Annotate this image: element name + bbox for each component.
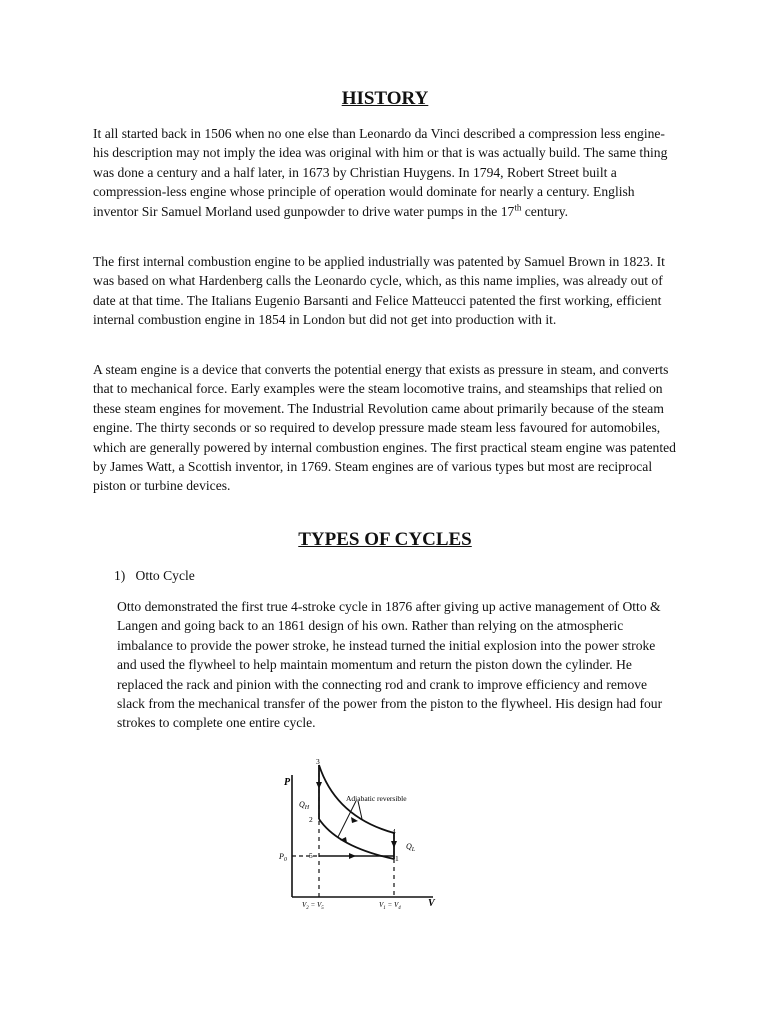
point-1-label: 1: [395, 854, 399, 863]
v2-label: $V_2 = V_5$: [302, 901, 324, 910]
point-2-label: 2: [309, 815, 313, 824]
v1-label: $V_1 = V_4$: [379, 901, 401, 910]
ordinal-suffix: th: [514, 202, 522, 213]
heat-out-arrow: [391, 841, 397, 848]
list-item-otto-cycle: 1) Otto Cycle: [114, 568, 195, 583]
history-paragraph-2: The first internal combustion engine to be applied industrially was patented by Samuel Brown in 1823. It was based on what Hardenberg calls the Leonardo cycle, which, as this name implies, was already out of date at that time. The Italians Eugenio Barsanti and Felice Matteucci patented the first working, efficient internal combustion engine in 1854 in London but did not get into production with it.: [93, 254, 665, 328]
otto-cycle-paragraph: Otto demonstrated the first true 4-stroke cycle in 1876 after giving up active management of Otto & Langen and going back to an 1861 design of his own. Rather than relying on the atmospheric imbalance to provide the power stroke, he instead turned the initial explosion into the power stroke and used the flywheel to help maintain momentum and return the piston down the cylinder. He replaced the rack and pinion with the connecting rod and crank to improve efficiency and remove slack from the mechanical transfer of the power from the piston to the flywheel. His design had four strokes to complete one entire cycle.: [117, 599, 663, 731]
history-heading: HISTORY: [341, 88, 429, 109]
history-paragraph-1-end: century.: [521, 203, 569, 219]
qh-label: $Q_H$: [299, 800, 310, 811]
annotation-pointer-2: [358, 801, 362, 819]
p-axis-label: P: [284, 777, 291, 788]
point-3-label: 3: [316, 757, 320, 766]
history-paragraph-1: [93, 124, 677, 221]
history-paragraph-1-text: It all started back in 1506 when no one else than Leonardo da Vinci described a compression less engine-his description may not imply the idea was original with him or that is was actually build. The same thing was done a century and a half later, in 1673 by Christian Huygens. In 1794, Robert Street built a compression-less engine whose principle of operation would dominate for nearly a century. English inventor Sir Samuel Morland used gunpowder to drive water pumps in the 17: [93, 126, 668, 219]
point-5-label: 5: [309, 851, 313, 860]
adiabatic-annotation: Adiabatic reversible: [346, 794, 407, 803]
ql-label: $Q_L$: [406, 842, 416, 853]
v-axis-label: V: [428, 898, 435, 909]
expansion-arrow: [351, 817, 358, 823]
types-heading: TYPES OF CYCLES: [298, 529, 472, 550]
heat-in-arrow: [316, 782, 322, 789]
otto-cycle-pv-diagram: [278, 755, 448, 910]
history-paragraph-3: A steam engine is a device that converts the potential energy that exists as pressure in steam, and converts that to mechanical force. Early examples were the steam locomotive trains, and steamships that relied on these steam engines for movement. The Industrial Revolution came about primarily because of the steam engine. The thirty seconds or so required to develop pressure made steam less favoured for automobiles, which are generally powered by internal combustion engines. The first practical steam engine was patented by James Watt, a Scottish inventor, in 1769. Steam engines are of various types but most are reciprocal piston or turbine devices.: [93, 362, 676, 494]
p0-label: $P_0$: [279, 852, 287, 863]
compression-curve: [319, 819, 394, 859]
exhaust-arrow: [349, 853, 356, 859]
point-4-label: 4: [392, 827, 396, 836]
compression-arrow: [340, 837, 347, 843]
